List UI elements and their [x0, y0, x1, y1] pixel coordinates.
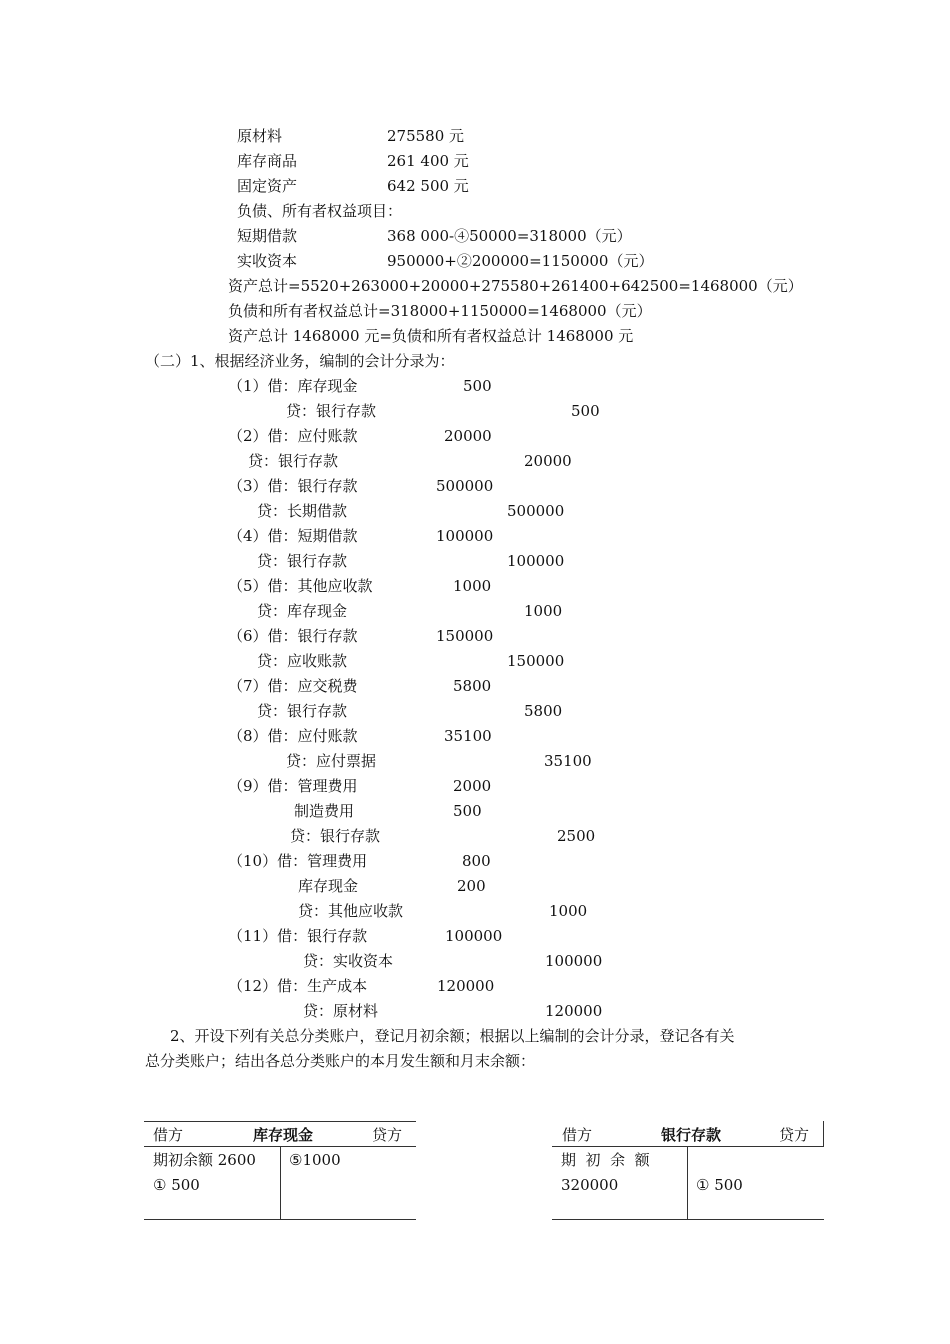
- entry-amount: 500: [571, 402, 600, 420]
- entry-amount: 500: [453, 802, 482, 820]
- asset-name: 固定资产: [237, 177, 298, 195]
- entry-amount: 800: [462, 852, 491, 870]
- entry-amount: 500000: [436, 477, 494, 495]
- debit-entry: 期初余额 2600: [153, 1151, 256, 1169]
- entry-amount: 5800: [524, 702, 563, 720]
- t-account-divider: [280, 1146, 281, 1219]
- entry-amount: 150000: [436, 627, 494, 645]
- entry-label: （12）借：生产成本: [228, 977, 368, 995]
- entry-label: （10）借：管理费用: [228, 852, 368, 870]
- entry-label: 贷：实收资本: [303, 952, 394, 970]
- entry-amount: 20000: [444, 427, 492, 445]
- entry-label: 贷：应付票据: [286, 752, 377, 770]
- entry-amount: 500000: [507, 502, 565, 520]
- account-title: 银行存款: [661, 1126, 722, 1144]
- entry-label: 贷：银行存款: [286, 402, 377, 420]
- section-heading: （二）1、根据经济业务，编制的会计分录为：: [145, 352, 455, 370]
- entry-amount: 1000: [549, 902, 588, 920]
- entry-label: 贷：银行存款: [257, 552, 348, 570]
- debit-entry: 320000: [561, 1176, 619, 1194]
- instruction-line: 总分类账户；结出各总分类账户的本月发生额和月末余额：: [145, 1052, 536, 1070]
- liabilities-heading: 负债、所有者权益项目：: [237, 202, 403, 220]
- debit-entry: 期 初 余 额: [561, 1151, 650, 1169]
- entry-label: （11）借：银行存款: [228, 927, 368, 945]
- entry-amount: 5800: [453, 677, 492, 695]
- t-account-divider: [687, 1146, 688, 1219]
- entry-amount: 1000: [524, 602, 563, 620]
- asset-name: 库存商品: [237, 152, 298, 170]
- entry-label: 贷：应收账款: [257, 652, 348, 670]
- entry-label: （3）借：银行存款: [228, 477, 358, 495]
- t-account-header-edge: [823, 1121, 824, 1146]
- entry-amount: 1000: [453, 577, 492, 595]
- entry-label: （6）借：银行存款: [228, 627, 358, 645]
- asset-value: 261 400 元: [387, 152, 469, 170]
- t-account-bottom-rule: [144, 1219, 416, 1220]
- entry-label: （5）借：其他应收款: [228, 577, 373, 595]
- entry-amount: 120000: [437, 977, 495, 995]
- entry-label: 贷：长期借款: [257, 502, 348, 520]
- entry-label: （2）借：应付账款: [228, 427, 358, 445]
- liability-value: 950000+②200000=1150000（元）: [387, 252, 654, 270]
- entry-amount: 120000: [545, 1002, 603, 1020]
- credit-entry: ⑤1000: [289, 1151, 341, 1169]
- instruction-line: 2、开设下列有关总分类账户，登记月初余额；根据以上编制的会计分录，登记各有关: [170, 1027, 735, 1045]
- entry-label: （9）借：管理费用: [228, 777, 358, 795]
- entry-label: 贷：银行存款: [290, 827, 381, 845]
- debit-entry: ① 500: [153, 1176, 200, 1194]
- t-account-header-rule: [552, 1146, 824, 1147]
- entry-label: 贷：库存现金: [257, 602, 348, 620]
- debit-label: 借方: [562, 1126, 593, 1144]
- credit-label: 贷方: [779, 1126, 810, 1144]
- asset-value: 275580 元: [387, 127, 465, 145]
- liability-name: 短期借款: [237, 227, 298, 245]
- entry-label: （7）借：应交税费: [228, 677, 358, 695]
- entry-label: 贷：银行存款: [248, 452, 339, 470]
- entry-amount: 2000: [453, 777, 492, 795]
- credit-label: 贷方: [372, 1126, 403, 1144]
- account-title: 库存现金: [253, 1126, 314, 1144]
- entry-amount: 35100: [444, 727, 492, 745]
- t-account-top-rule: [144, 1121, 416, 1122]
- entry-amount: 2500: [557, 827, 596, 845]
- entry-amount: 500: [463, 377, 492, 395]
- entry-label: 贷：其他应收款: [298, 902, 404, 920]
- entry-label: 库存现金: [298, 877, 359, 895]
- entry-label: 贷：银行存款: [257, 702, 348, 720]
- liability-name: 实收资本: [237, 252, 298, 270]
- entry-label: 贷：原材料: [303, 1002, 379, 1020]
- entry-label: （4）借：短期借款: [228, 527, 358, 545]
- asset-name: 原材料: [237, 127, 283, 145]
- total-liabilities-line: 负债和所有者权益总计=318000+1150000=1468000（元）: [228, 302, 652, 320]
- entry-amount: 100000: [445, 927, 503, 945]
- total-assets-line: 资产总计=5520+263000+20000+275580+261400+642500=1468000（元）: [228, 277, 803, 295]
- entry-amount: 200: [457, 877, 486, 895]
- entry-amount: 100000: [507, 552, 565, 570]
- equality-line: 资产总计 1468000 元=负债和所有者权益总计 1468000 元: [228, 327, 634, 345]
- entry-amount: 20000: [524, 452, 572, 470]
- t-account-bottom-rule: [552, 1219, 824, 1220]
- entry-amount: 100000: [545, 952, 603, 970]
- entry-label: （1）借：库存现金: [228, 377, 358, 395]
- entry-label: （8）借：应付账款: [228, 727, 358, 745]
- entry-amount: 100000: [436, 527, 494, 545]
- debit-label: 借方: [153, 1126, 184, 1144]
- credit-entry: ① 500: [696, 1176, 743, 1194]
- entry-label: 制造费用: [294, 802, 355, 820]
- entry-amount: 150000: [507, 652, 565, 670]
- entry-amount: 35100: [544, 752, 592, 770]
- liability-value: 368 000-④50000=318000（元）: [387, 227, 632, 245]
- asset-value: 642 500 元: [387, 177, 469, 195]
